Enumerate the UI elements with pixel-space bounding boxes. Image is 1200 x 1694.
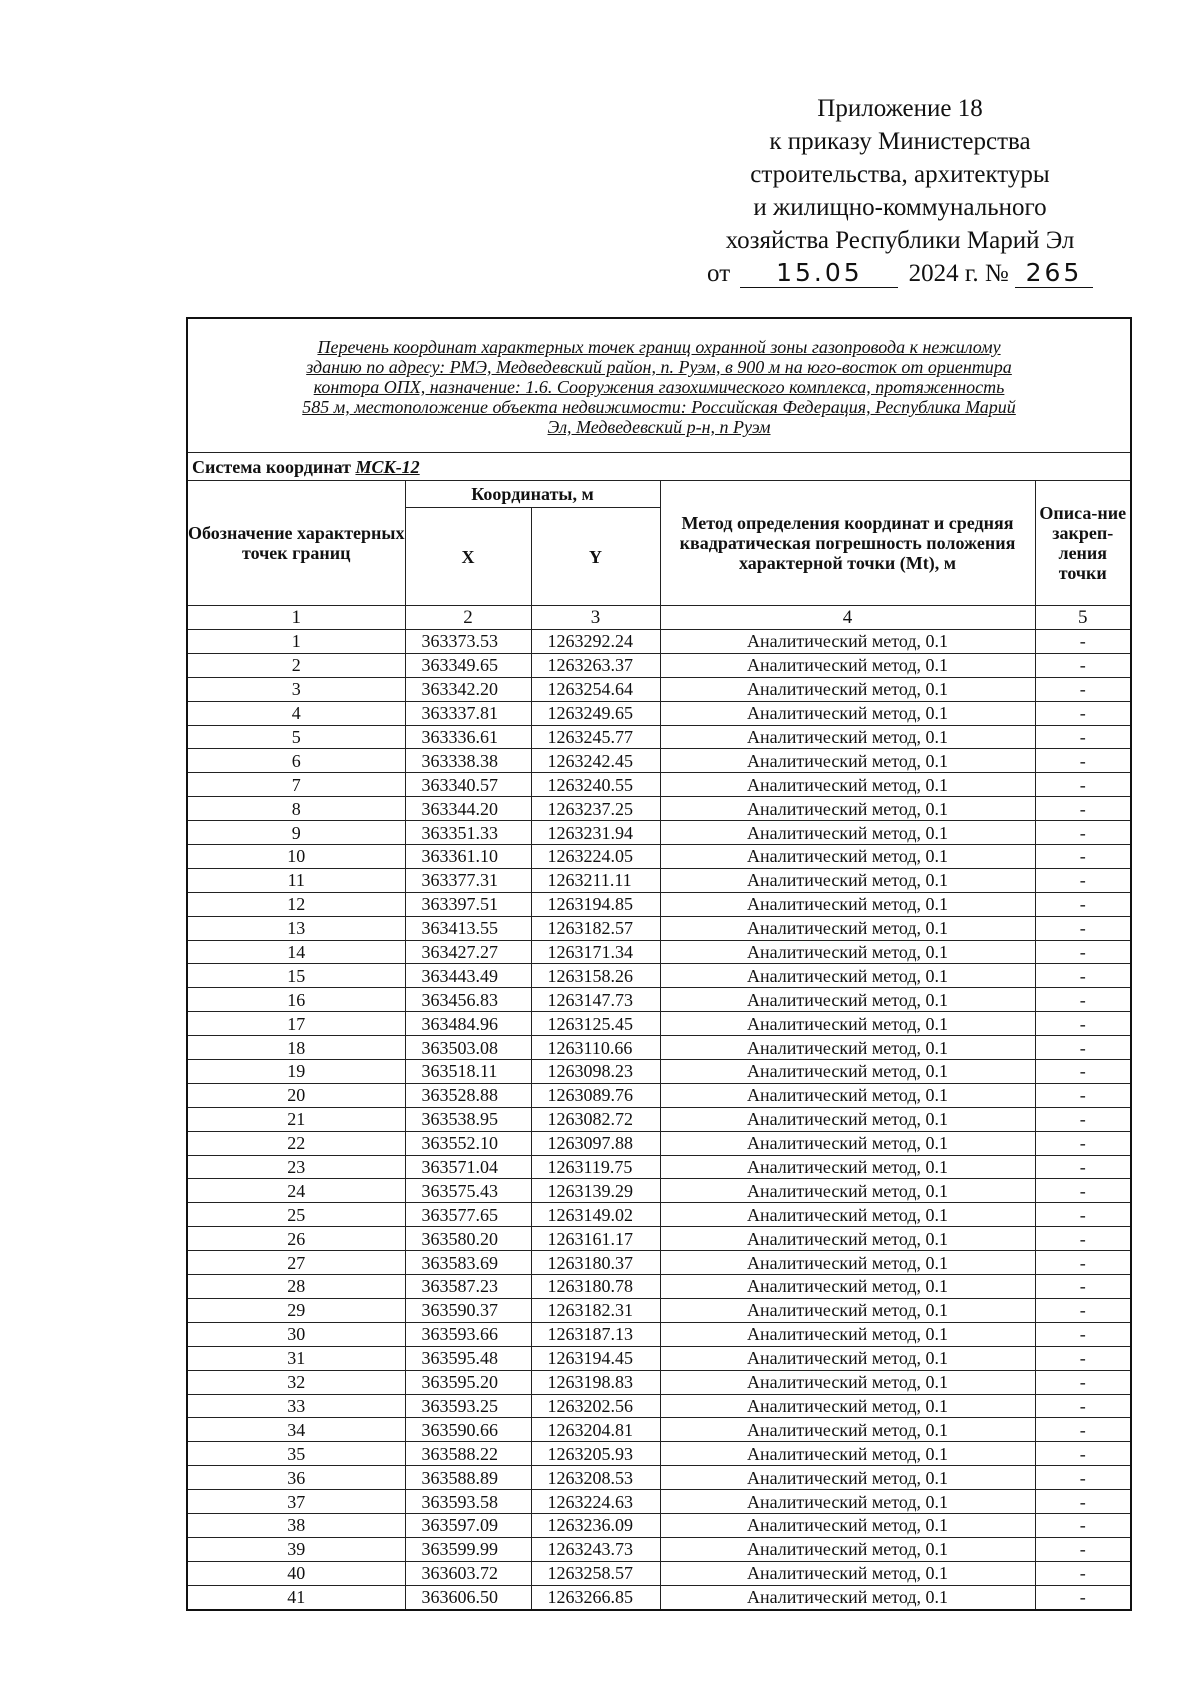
point-number: 31 (187, 1346, 405, 1370)
point-number: 15 (187, 964, 405, 988)
point-number: 20 (187, 1083, 405, 1107)
point-number: 22 (187, 1131, 405, 1155)
header-x: X (405, 508, 531, 606)
point-number: 33 (187, 1394, 405, 1418)
coordinate-x: 363603.72 (405, 1561, 531, 1585)
coordinate-y: 1263171.34 (531, 940, 660, 964)
handwritten-order-number: 265 (1025, 258, 1083, 287)
description-cell: - (1035, 1394, 1131, 1418)
point-number: 7 (187, 773, 405, 797)
description-cell: - (1035, 1155, 1131, 1179)
description-cell: - (1035, 1370, 1131, 1394)
table-row (187, 653, 1131, 677)
table-row (187, 1179, 1131, 1203)
point-number: 30 (187, 1322, 405, 1346)
system-label: Система координат (192, 456, 351, 477)
description-cell: - (1035, 1418, 1131, 1442)
point-number: 24 (187, 1179, 405, 1203)
description-cell: - (1035, 916, 1131, 940)
table-row (187, 1083, 1131, 1107)
table-row (187, 1131, 1131, 1155)
point-number: 17 (187, 1012, 405, 1036)
header-description: Описа-ние закреп-ления точки (1035, 481, 1131, 606)
point-number: 8 (187, 797, 405, 821)
coordinate-x: 363427.27 (405, 940, 531, 964)
coordinate-y: 1263292.24 (531, 630, 660, 654)
header-line: Приложение 18 (817, 95, 983, 122)
method-cell: Аналитический метод, 0.1 (660, 749, 1035, 773)
method-cell: Аналитический метод, 0.1 (660, 1012, 1035, 1036)
table-row (187, 725, 1131, 749)
method-cell: Аналитический метод, 0.1 (660, 630, 1035, 654)
point-number: 36 (187, 1466, 405, 1490)
table-row (187, 1251, 1131, 1275)
description-cell: - (1035, 1036, 1131, 1060)
table-row (187, 1561, 1131, 1585)
method-cell: Аналитический метод, 0.1 (660, 797, 1035, 821)
point-number: 14 (187, 940, 405, 964)
coordinate-x: 363344.20 (405, 797, 531, 821)
method-cell: Аналитический метод, 0.1 (660, 1155, 1035, 1179)
method-cell: Аналитический метод, 0.1 (660, 1442, 1035, 1466)
method-cell: Аналитический метод, 0.1 (660, 1490, 1035, 1514)
description-cell: - (1035, 1322, 1131, 1346)
description-cell: - (1035, 1561, 1131, 1585)
description-cell: - (1035, 1012, 1131, 1036)
coordinate-y: 1263204.81 (531, 1418, 660, 1442)
coordinate-y: 1263224.05 (531, 845, 660, 869)
table-row (187, 892, 1131, 916)
table-row (187, 964, 1131, 988)
coordinate-y: 1263194.85 (531, 892, 660, 916)
table-row (187, 677, 1131, 701)
point-number: 26 (187, 1227, 405, 1251)
coordinate-x: 363538.95 (405, 1107, 531, 1131)
table-row (187, 1155, 1131, 1179)
coordinate-x: 363503.08 (405, 1036, 531, 1060)
coordinate-x: 363577.65 (405, 1203, 531, 1227)
coordinate-x: 363342.20 (405, 677, 531, 701)
coordinate-x: 363337.81 (405, 701, 531, 725)
method-cell: Аналитический метод, 0.1 (660, 1466, 1035, 1490)
coordinate-y: 1263139.29 (531, 1179, 660, 1203)
coordinate-x: 363340.57 (405, 773, 531, 797)
table-row (187, 749, 1131, 773)
table-row (187, 1346, 1131, 1370)
coordinate-x: 363595.20 (405, 1370, 531, 1394)
point-number: 2 (187, 653, 405, 677)
table-row (187, 1107, 1131, 1131)
point-number: 12 (187, 892, 405, 916)
table-row (187, 940, 1131, 964)
column-number: 3 (531, 606, 660, 630)
description-cell: - (1035, 1083, 1131, 1107)
method-cell: Аналитический метод, 0.1 (660, 964, 1035, 988)
table-row (187, 1490, 1131, 1514)
table-row (187, 845, 1131, 869)
description-cell: - (1035, 1490, 1131, 1514)
description-cell: - (1035, 1060, 1131, 1084)
table-row (187, 797, 1131, 821)
coordinate-x: 363588.89 (405, 1466, 531, 1490)
coordinate-x: 363590.37 (405, 1298, 531, 1322)
point-number: 16 (187, 988, 405, 1012)
method-cell: Аналитический метод, 0.1 (660, 1083, 1035, 1107)
description-cell: - (1035, 773, 1131, 797)
method-cell: Аналитический метод, 0.1 (660, 1203, 1035, 1227)
coordinate-y: 1263236.09 (531, 1513, 660, 1537)
table-row (187, 773, 1131, 797)
description-cell: - (1035, 677, 1131, 701)
coordinate-x: 363593.58 (405, 1490, 531, 1514)
description-cell: - (1035, 1203, 1131, 1227)
description-cell: - (1035, 892, 1131, 916)
method-cell: Аналитический метод, 0.1 (660, 845, 1035, 869)
point-number: 18 (187, 1036, 405, 1060)
header-y: Y (531, 508, 660, 606)
description-cell: - (1035, 868, 1131, 892)
column-number-row (187, 606, 1131, 630)
coordinate-x: 363583.69 (405, 1251, 531, 1275)
coordinate-y: 1263237.25 (531, 797, 660, 821)
point-number: 19 (187, 1060, 405, 1084)
description-cell: - (1035, 725, 1131, 749)
method-cell: Аналитический метод, 0.1 (660, 773, 1035, 797)
method-cell: Аналитический метод, 0.1 (660, 1370, 1035, 1394)
column-number: 5 (1035, 606, 1131, 630)
coordinate-y: 1263202.56 (531, 1394, 660, 1418)
point-number: 40 (187, 1561, 405, 1585)
coordinate-y: 1263242.45 (531, 749, 660, 773)
method-cell: Аналитический метод, 0.1 (660, 892, 1035, 916)
coordinate-x: 363397.51 (405, 892, 531, 916)
coordinate-y: 1263266.85 (531, 1585, 660, 1609)
coordinate-y: 1263158.26 (531, 964, 660, 988)
point-number: 3 (187, 677, 405, 701)
description-cell: - (1035, 821, 1131, 845)
description-cell: - (1035, 988, 1131, 1012)
coordinate-y: 1263125.45 (531, 1012, 660, 1036)
header-line: к приказу Министерства (769, 128, 1031, 155)
header-line: хозяйства Республики Марий Эл (725, 227, 1075, 254)
description-cell: - (1035, 1298, 1131, 1322)
coordinate-x: 363338.38 (405, 749, 531, 773)
coordinate-x: 363590.66 (405, 1418, 531, 1442)
coordinate-y: 1263224.63 (531, 1490, 660, 1514)
header-line: строительства, архитектуры (750, 161, 1050, 188)
coordinate-x: 363580.20 (405, 1227, 531, 1251)
point-number: 10 (187, 845, 405, 869)
point-number: 39 (187, 1537, 405, 1561)
point-number: 23 (187, 1155, 405, 1179)
coordinate-y: 1263149.02 (531, 1203, 660, 1227)
method-cell: Аналитический метод, 0.1 (660, 1107, 1035, 1131)
method-cell: Аналитический метод, 0.1 (660, 821, 1035, 845)
table-row (187, 821, 1131, 845)
coordinate-x: 363606.50 (405, 1585, 531, 1609)
header-coordinates: Координаты, м (405, 481, 660, 508)
table-row (187, 1418, 1131, 1442)
coordinate-y: 1263147.73 (531, 988, 660, 1012)
coordinate-x: 363597.09 (405, 1513, 531, 1537)
table-row (187, 1466, 1131, 1490)
point-number: 25 (187, 1203, 405, 1227)
caption-line: зданию по адресу: РМЭ, Медведевский район, п. Руэм, в 900 м на юго-восток от ориентира (306, 357, 1012, 377)
description-cell: - (1035, 1513, 1131, 1537)
method-cell: Аналитический метод, 0.1 (660, 1585, 1035, 1609)
number-field (1015, 260, 1093, 288)
method-cell: Аналитический метод, 0.1 (660, 1537, 1035, 1561)
point-number: 21 (187, 1107, 405, 1131)
description-cell: - (1035, 1275, 1131, 1299)
system-name: МСК-12 (355, 456, 420, 477)
coordinates-table (186, 317, 1132, 1611)
point-number: 27 (187, 1251, 405, 1275)
method-cell: Аналитический метод, 0.1 (660, 725, 1035, 749)
coordinate-x: 363336.61 (405, 725, 531, 749)
table-row (187, 1298, 1131, 1322)
table-row (187, 630, 1131, 654)
table-row (187, 1275, 1131, 1299)
description-cell: - (1035, 1179, 1131, 1203)
description-cell: - (1035, 1585, 1131, 1609)
description-cell: - (1035, 940, 1131, 964)
coordinate-y: 1263194.45 (531, 1346, 660, 1370)
coordinate-x: 363351.33 (405, 821, 531, 845)
point-number: 13 (187, 916, 405, 940)
column-number: 1 (187, 606, 405, 630)
caption-line: 585 м, местоположение объекта недвижимости: Российская Федерация, Республика Марий (302, 397, 1016, 417)
method-cell: Аналитический метод, 0.1 (660, 1346, 1035, 1370)
method-cell: Аналитический метод, 0.1 (660, 1561, 1035, 1585)
table-caption (187, 318, 1131, 453)
table-row (187, 1537, 1131, 1561)
point-number: 5 (187, 725, 405, 749)
table-row (187, 1322, 1131, 1346)
coordinate-x: 363528.88 (405, 1083, 531, 1107)
coordinate-y: 1263211.11 (531, 868, 660, 892)
description-cell: - (1035, 749, 1131, 773)
method-cell: Аналитический метод, 0.1 (660, 1227, 1035, 1251)
description-cell: - (1035, 1537, 1131, 1561)
coordinate-x: 363413.55 (405, 916, 531, 940)
caption-line: Эл, Медведевский р-н, п Руэм (547, 417, 771, 437)
table-row (187, 1060, 1131, 1084)
table-row (187, 1012, 1131, 1036)
method-cell: Аналитический метод, 0.1 (660, 1060, 1035, 1084)
coordinate-x: 363377.31 (405, 868, 531, 892)
description-cell: - (1035, 1227, 1131, 1251)
method-cell: Аналитический метод, 0.1 (660, 1036, 1035, 1060)
description-cell: - (1035, 1442, 1131, 1466)
coordinate-x: 363593.66 (405, 1322, 531, 1346)
method-cell: Аналитический метод, 0.1 (660, 1251, 1035, 1275)
point-number: 32 (187, 1370, 405, 1394)
coordinate-x: 363599.99 (405, 1537, 531, 1561)
method-cell: Аналитический метод, 0.1 (660, 988, 1035, 1012)
description-cell: - (1035, 1131, 1131, 1155)
coordinate-x: 363593.25 (405, 1394, 531, 1418)
table-row (187, 868, 1131, 892)
table-row (187, 1442, 1131, 1466)
point-number: 38 (187, 1513, 405, 1537)
method-cell: Аналитический метод, 0.1 (660, 1179, 1035, 1203)
coordinate-x: 363518.11 (405, 1060, 531, 1084)
point-number: 41 (187, 1585, 405, 1609)
coordinate-x: 363456.83 (405, 988, 531, 1012)
method-cell: Аналитический метод, 0.1 (660, 1131, 1035, 1155)
coordinate-x: 363571.04 (405, 1155, 531, 1179)
coordinate-y: 1263208.53 (531, 1466, 660, 1490)
coordinate-x: 363349.65 (405, 653, 531, 677)
coordinate-y: 1263240.55 (531, 773, 660, 797)
coordinate-y: 1263182.31 (531, 1298, 660, 1322)
order-date-line (690, 257, 1110, 290)
description-cell: - (1035, 964, 1131, 988)
description-cell: - (1035, 630, 1131, 654)
table-row (187, 1370, 1131, 1394)
table-row (187, 1036, 1131, 1060)
point-number: 4 (187, 701, 405, 725)
method-cell: Аналитический метод, 0.1 (660, 1394, 1035, 1418)
coordinate-y: 1263098.23 (531, 1060, 660, 1084)
coordinate-y: 1263243.73 (531, 1537, 660, 1561)
method-cell: Аналитический метод, 0.1 (660, 1513, 1035, 1537)
table-row (187, 1394, 1131, 1418)
method-cell: Аналитический метод, 0.1 (660, 940, 1035, 964)
method-cell: Аналитический метод, 0.1 (660, 1322, 1035, 1346)
caption-line: контора ОПХ, назначение: 1.6. Сооружения газохимического комплекса, протяженность (313, 377, 1005, 397)
coordinate-x: 363588.22 (405, 1442, 531, 1466)
description-cell: - (1035, 797, 1131, 821)
description-cell: - (1035, 1346, 1131, 1370)
method-cell: Аналитический метод, 0.1 (660, 868, 1035, 892)
table-row (187, 916, 1131, 940)
description-cell: - (1035, 845, 1131, 869)
coordinate-x: 363575.43 (405, 1179, 531, 1203)
coordinate-y: 1263180.78 (531, 1275, 660, 1299)
point-number: 37 (187, 1490, 405, 1514)
header-point: Обозначение характерных точек границ (187, 481, 405, 606)
table-row (187, 1227, 1131, 1251)
coordinate-y: 1263089.76 (531, 1083, 660, 1107)
table-row (187, 1203, 1131, 1227)
table-row (187, 1513, 1131, 1537)
coordinate-y: 1263110.66 (531, 1036, 660, 1060)
coordinate-y: 1263198.83 (531, 1370, 660, 1394)
coordinate-y: 1263180.37 (531, 1251, 660, 1275)
date-field (740, 260, 898, 288)
appendix-header (690, 92, 1110, 290)
description-cell: - (1035, 1251, 1131, 1275)
coordinate-x: 363443.49 (405, 964, 531, 988)
coordinate-y: 1263205.93 (531, 1442, 660, 1466)
table-row (187, 1585, 1131, 1609)
point-number: 28 (187, 1275, 405, 1299)
date-prefix: от (707, 260, 731, 287)
coordinate-y: 1263263.37 (531, 653, 660, 677)
coordinate-system-row (187, 453, 1131, 481)
coordinate-y: 1263187.13 (531, 1322, 660, 1346)
coordinate-x: 363484.96 (405, 1012, 531, 1036)
coordinate-y: 1263119.75 (531, 1155, 660, 1179)
coordinate-x: 363595.48 (405, 1346, 531, 1370)
table-row (187, 988, 1131, 1012)
header-line: и жилищно-коммунального (753, 194, 1047, 221)
coordinate-y: 1263258.57 (531, 1561, 660, 1585)
coordinate-x: 363552.10 (405, 1131, 531, 1155)
point-number: 1 (187, 630, 405, 654)
coordinate-y: 1263249.65 (531, 701, 660, 725)
method-cell: Аналитический метод, 0.1 (660, 701, 1035, 725)
method-cell: Аналитический метод, 0.1 (660, 653, 1035, 677)
table-row (187, 701, 1131, 725)
point-number: 34 (187, 1418, 405, 1442)
coordinate-y: 1263082.72 (531, 1107, 660, 1131)
method-cell: Аналитический метод, 0.1 (660, 916, 1035, 940)
year-text: 2024 г. № (908, 260, 1009, 287)
method-cell: Аналитический метод, 0.1 (660, 1298, 1035, 1322)
handwritten-date: 15.05 (776, 258, 863, 287)
coordinate-y: 1263231.94 (531, 821, 660, 845)
method-cell: Аналитический метод, 0.1 (660, 677, 1035, 701)
point-number: 11 (187, 868, 405, 892)
header-method: Метод определения координат и средняя квадратическая погрешность положения характерной точки (Mt), м (660, 481, 1035, 606)
coordinate-y: 1263161.17 (531, 1227, 660, 1251)
coordinate-x: 363361.10 (405, 845, 531, 869)
description-cell: - (1035, 653, 1131, 677)
point-number: 29 (187, 1298, 405, 1322)
description-cell: - (1035, 701, 1131, 725)
point-number: 9 (187, 821, 405, 845)
column-number: 4 (660, 606, 1035, 630)
method-cell: Аналитический метод, 0.1 (660, 1418, 1035, 1442)
point-number: 6 (187, 749, 405, 773)
coordinate-y: 1263182.57 (531, 916, 660, 940)
description-cell: - (1035, 1466, 1131, 1490)
coordinate-y: 1263254.64 (531, 677, 660, 701)
method-cell: Аналитический метод, 0.1 (660, 1275, 1035, 1299)
coordinate-y: 1263245.77 (531, 725, 660, 749)
coordinate-x: 363373.53 (405, 630, 531, 654)
point-number: 35 (187, 1442, 405, 1466)
coordinate-x: 363587.23 (405, 1275, 531, 1299)
column-number: 2 (405, 606, 531, 630)
coordinate-y: 1263097.88 (531, 1131, 660, 1155)
caption-line: Перечень координат характерных точек границ охранной зоны газопровода к нежилому (317, 337, 1001, 357)
description-cell: - (1035, 1107, 1131, 1131)
